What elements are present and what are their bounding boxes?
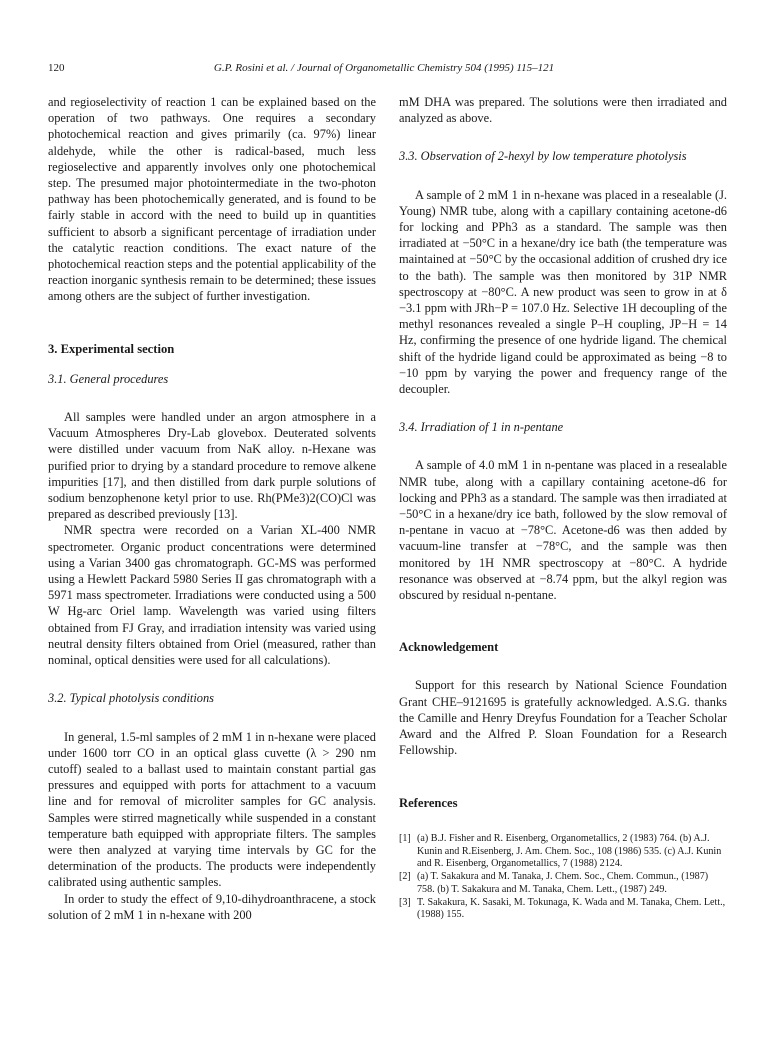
reference-item <box>399 897 727 923</box>
reference-item <box>399 833 727 871</box>
acknowledgement-heading: Acknowledgement <box>399 640 499 655</box>
photolysis-paragraph-2: In order to study the effect of 9,10-dihydroanthracene, a stock solution of 2 mM 1 in n-hexane with 200 <box>48 891 376 922</box>
subsection-heading-irradiation-pentane: 3.4. Irradiation of 1 in n-pentane <box>399 420 564 435</box>
photolysis-paragraph-1: In general, 1.5-ml samples of 2 mM 1 in n-hexane were placed under 1600 torr CO in an optical glass cuvette (λ > 290 nm cutoff) sealed to a ballast used to maintain constant partial gas pressures and equipped with ports for attachment to a vacuum line and for removal of microliter samples for GC analysis. Samples were stirred magnetically while suspended in a constant temperature bath equipped with appropriate filters. The samples were then analyzed at varying time intervals by GC for the determination of the products. The products were independently calibrated using authentic samples. <box>48 729 376 890</box>
reference-number: [3] <box>399 896 411 908</box>
reference-text: T. Sakakura, K. Sasaki, M. Tokunaga, K. Wada and M. Tanaka, Chem. Lett., (1988) 155. <box>417 896 726 921</box>
right-column <box>399 94 727 922</box>
reference-text: (a) B.J. Fisher and R. Eisenberg, Organometallics, 2 (1983) 764. (b) A.J. Kunin and R.Eisenberg, J. Am. Chem. Soc., 108 (1986) 535. (c) A.J. Kunin and R. Eisenberg, Organometallics, 7 (1988) 2124. <box>417 832 722 870</box>
reference-item <box>399 871 727 897</box>
page-header <box>48 62 720 80</box>
reference-number: [2] <box>399 871 411 883</box>
general-procedures-paragraph-2: NMR spectra were recorded on a Varian XL-400 NMR spectrometer. Organic product concentrations were determined using a Varian 3400 gas chromatograph. GC-MS was performed using a Hewlett Packard 5980 Series II gas chromatograph with a 5971 mass spectrometer. Irradiations were conducted using a 500 W Hg-arc Oriel lamp. Wavelength was varied using filters obtained from FJ Gray, and irradiation intensity was varied using neutral density filters obtained from Oriel (measured, rather than nominal, optical densities were used for all calculations). <box>48 523 376 668</box>
continued-paragraph: mM DHA was prepared. The solutions were then irradiated and analyzed as above. <box>399 95 727 126</box>
reference-list <box>399 833 727 923</box>
page-number: 120 <box>48 62 65 74</box>
intro-paragraph: and regioselectivity of reaction 1 can be explained based on the operation of two pathways. One requires a secondary photochemical reaction and gives primarily (ca. 97%) linear aldehyde, while the other is radical-based, much less regioselective and apparently involves only one photochemical step. The presumed major photointermediate in the two-photon pathway has been photochemically generated, and is found to be fairly stable in accord with the need to build up in quantities sufficient to absorb a significant percentage of irradiation under the catalytic reaction conditions. The exact nature of the photochemical reaction steps and the potential applicability of the reaction inorganic synthesis remain to be determined; these issues among others are the subject of further investigation. <box>48 95 376 304</box>
low-temp-photolysis-paragraph: A sample of 2 mM 1 in n-hexane was placed in a resealable (J. Young) NMR tube, along with a capillary containing acetone-d6 for locking and PPh3 as a standard. The sample was then irradiated at −50°C in a hexane/dry ice bath (the temperature was maintained at −50°C by the occasional addition of crushed dry ice to the bath). The sample was then monitored by 31P NMR spectroscopy at −80°C. A new product was seen to grow in at δ −3.1 ppm with JRh−P = 107.0 Hz. Selective 1H decoupling of the methyl resonances revealed a single P–H coupling, JP−H = 14 Hz, confirming the presence of one hydride ligand. The chemical shift of the hydride ligand could be approximated as being −8 to −10 ppm by varying the power and frequency range of the decoupler. <box>399 187 727 397</box>
subsection-heading-photolysis-conditions: 3.2. Typical photolysis conditions <box>48 691 215 706</box>
acknowledgement-paragraph: Support for this research by National Science Foundation Grant CHE–9121695 is gratefully acknowledged. A.S.G. thanks the Camille and Henry Dreyfus Foundation for a Teacher Scholar Award and the Alfred P. Sloan Foundation for a Research Fellowship. <box>399 678 727 758</box>
left-column <box>48 94 376 923</box>
subsection-heading-general-procedures: 3.1. General procedures <box>48 371 169 386</box>
running-head: G.P. Rosini et al. / Journal of Organometallic Chemistry 504 (1995) 115–121 <box>213 62 555 74</box>
section-heading-experimental: 3. Experimental section <box>48 341 175 356</box>
reference-number: [1] <box>399 832 411 844</box>
general-procedures-paragraph-1: All samples were handled under an argon atmosphere in a Vacuum Atmospheres Dry-Lab glovebox. Deuterated solvents were distilled under vacuum from NaK alloy. n-Hexane was purified prior to drying by a standard procedure to remove alkene impurities [17], and then distilled from dark purple solutions of sodium benzophenone ketyl prior to use. Rh(PMe3)2(CO)Cl was prepared as described previously [13]. <box>48 410 376 522</box>
irradiation-pentane-paragraph: A sample of 4.0 mM 1 in n-pentane was placed in a resealable NMR tube, along with a capillary containing acetone-d6 for locking and PPh3 as a standard. The sample was then irradiated at −50°C in a hexane/dry ice bath, followed by the slow removal of n-pentane in vacuo at −78°C. Acetone-d6 was then added by vacuum-line transfer at −78°C, and the sample was then monitored by 1H NMR spectroscopy at −80°C. A hydride resonance was observed at −8.74 ppm, but the alkyl region was obscured by residual n-pentane. <box>399 458 727 603</box>
reference-text: (a) T. Sakakura and M. Tanaka, J. Chem. Soc., Chem. Commun., (1987) 758. (b) T. Sakakura and M. Tanaka, Chem. Lett., (1987) 249. <box>417 871 709 895</box>
subsection-heading-low-temp-photolysis: 3.3. Observation of 2-hexyl by low temperature photolysis <box>399 149 687 164</box>
references-heading: References <box>399 795 458 810</box>
